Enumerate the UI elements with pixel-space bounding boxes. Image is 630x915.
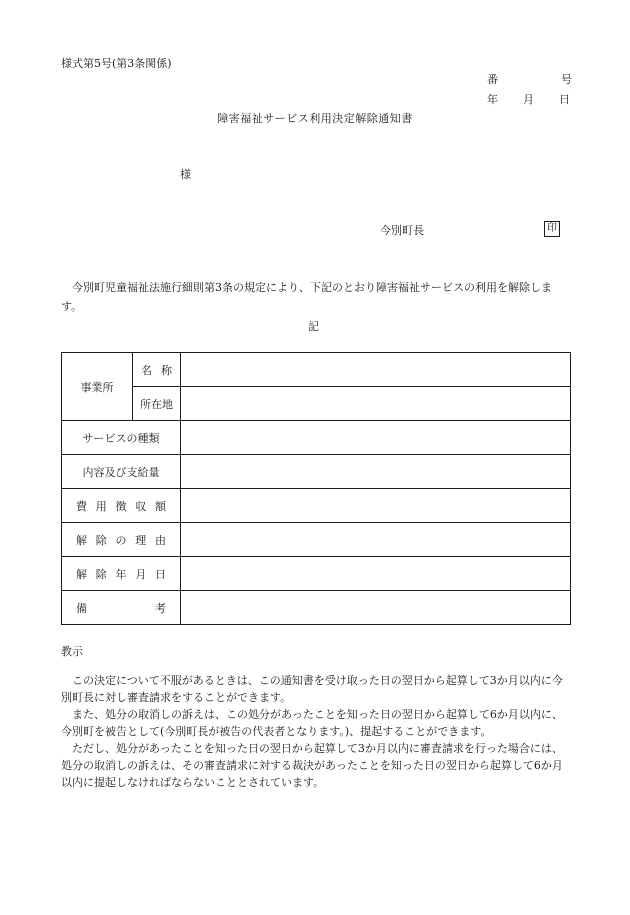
table-row (62, 523, 571, 557)
name-label-char: 称 (161, 363, 172, 377)
instruction-paragraph: この決定について不服があるときは、この通知書を受け取った日の翌日から起算して3か月以内に今別町長に対し審査請求をすることができます。 (61, 674, 563, 704)
reason-label-char: 理 (135, 533, 147, 547)
seal-mark: 印 (544, 221, 560, 237)
ki-heading: 記 (308, 320, 319, 333)
number-label: 番 (487, 73, 498, 86)
address-label: 所在地 (133, 387, 181, 421)
fee-label-char: 額 (155, 499, 166, 513)
table-row (62, 387, 571, 421)
date-label-char: 除 (95, 567, 107, 581)
content-amount-value[interactable] (181, 455, 571, 489)
date-label-cell (62, 557, 181, 591)
reason-label-char: の (115, 533, 127, 547)
reason-value[interactable] (181, 523, 571, 557)
date-label-char: 月 (135, 567, 147, 581)
table-row (62, 455, 571, 489)
fee-value[interactable] (181, 489, 571, 523)
remarks-value[interactable] (181, 591, 571, 625)
content-amount-label: 内容及び支給量 (62, 455, 181, 489)
name-label-cell (133, 353, 181, 387)
month-label: 月 (523, 93, 534, 106)
table-row (62, 421, 571, 455)
name-label-char: 名 (141, 363, 152, 377)
service-type-label: サービスの種類 (62, 421, 181, 455)
reason-label-char: 除 (95, 533, 107, 547)
remarks-label-char: 備 (76, 601, 87, 615)
fee-label-char: 収 (135, 499, 147, 513)
year-label: 年 (487, 93, 498, 106)
instruction-paragraph: ただし、処分があったことを知った日の翌日から起算して3か月以内に審査請求を行った場合には、処分の取消しの訴えは、その審査請求に対する裁決があったことを知った日の翌日から起算して6か月以内に提起しなければならないこととされています。 (61, 742, 563, 789)
number-suffix: 号 (561, 73, 572, 86)
instructions-heading: 教示 (61, 645, 83, 658)
fee-label-cell (62, 489, 181, 523)
reason-label-char: 解 (76, 533, 87, 547)
date-label-char: 年 (115, 567, 127, 581)
fee-label-char: 費 (76, 499, 87, 513)
remarks-label-cell (62, 591, 181, 625)
remarks-label-char: 考 (155, 601, 166, 615)
cancel-date-value[interactable] (181, 557, 571, 591)
reason-label-char: 由 (155, 533, 166, 547)
fee-label-char: 用 (95, 499, 107, 513)
service-type-value[interactable] (181, 421, 571, 455)
office-name-value[interactable] (181, 353, 571, 387)
table-row (62, 353, 571, 387)
form-number: 様式第5号(第3条関係) (61, 57, 172, 70)
table-row (62, 591, 571, 625)
body-text: 今別町児童福祉法施行細則第3条の規定により、下記のとおり障害福祉サービスの利用を解除します。 (61, 281, 552, 313)
issuer: 今別町長 (380, 224, 424, 237)
office-address-value[interactable] (181, 387, 571, 421)
date-line (487, 91, 570, 107)
detail-table (61, 352, 571, 625)
addressee-suffix: 様 (180, 168, 191, 181)
date-label-char: 日 (155, 567, 166, 581)
day-label: 日 (559, 93, 570, 106)
instruction-paragraph: また、処分の取消しの訴えは、この処分があったことを知った日の翌日から起算して6か月以内に、今別町を被告として(今別町長が被告の代表者となります。)、提起することができます。 (61, 708, 563, 738)
table-row (62, 557, 571, 591)
date-label-char: 解 (76, 567, 87, 581)
document-title: 障害福祉サービス利用決定解除通知書 (217, 112, 413, 125)
fee-label-char: 徴 (115, 499, 127, 513)
office-label: 事業所 (62, 353, 133, 421)
table-row (62, 489, 571, 523)
reason-label-cell (62, 523, 181, 557)
